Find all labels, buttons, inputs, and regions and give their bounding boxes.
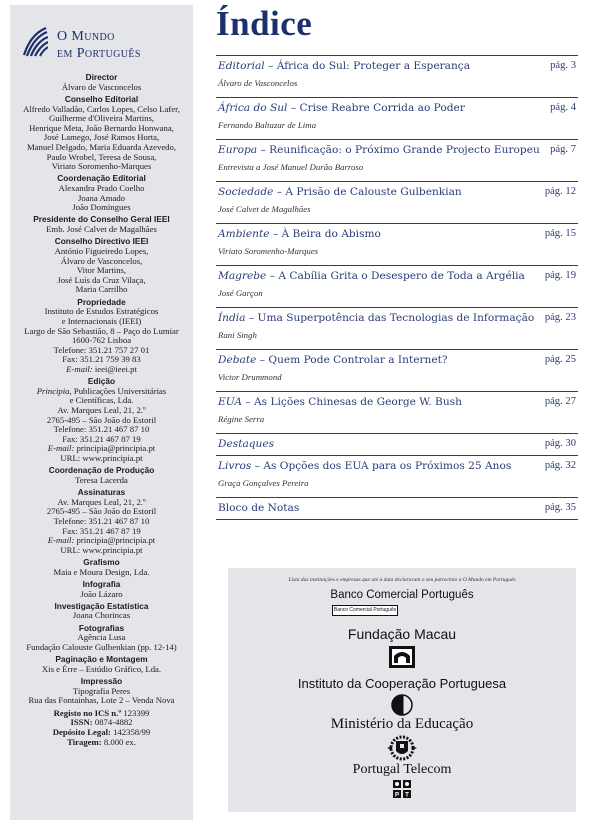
credits-heading: Coordenação Editorial xyxy=(57,173,146,184)
credits-line: José Luís da Cruz Vilaça, xyxy=(57,274,146,285)
toc-author: Viriato Soromenho-Marques xyxy=(218,246,319,256)
toc-title: – As Opções dos EUA para os Próximos 25 Anos xyxy=(251,460,512,472)
credits-line: Teresa Lacerda xyxy=(75,474,128,485)
toc-title: – Quem Pode Controlar a Internet? xyxy=(256,354,448,366)
sponsor-bcp: Banco Comercial Português xyxy=(330,589,474,601)
sponsors-box xyxy=(228,568,576,812)
credits-line: Vitor Martins, xyxy=(76,265,127,276)
credits-line: Telefone: 351.21 467 87 10 xyxy=(53,515,150,526)
url-link[interactable]: URL: www.principia.pt xyxy=(60,544,143,555)
toc-section: Índia xyxy=(218,312,246,324)
credits-line: Henrique Meta, João Bernardo Honwana, xyxy=(29,122,174,133)
credits-grafismo xyxy=(10,557,193,577)
toc-entry-title xyxy=(218,60,470,72)
sponsors-intro: Lista das instituições e empresas que até à data declararam o seu patrocínio a O Mundo em Português xyxy=(288,577,516,583)
registo-value: 123399 xyxy=(123,707,150,718)
toc-title: – África do Sul: Proteger a Esperança xyxy=(264,60,471,72)
fundacao-macau-logo-icon xyxy=(389,646,415,668)
email-link[interactable]: ieei@ieei.pt xyxy=(94,363,137,374)
credits-fotografias xyxy=(10,623,193,653)
toc-section: Debate xyxy=(218,354,257,366)
page-title: Índice xyxy=(216,4,313,43)
credits-line: Álvaro de Vasconcelos, xyxy=(60,255,143,266)
magazine-title-line2: em Português xyxy=(57,46,141,61)
issn-label: ISSN: xyxy=(70,717,93,728)
toc-entry[interactable] xyxy=(216,223,578,265)
credits-conselho-directivo xyxy=(10,236,193,295)
toc-author: José Garçon xyxy=(218,288,263,298)
toc-entry[interactable] xyxy=(216,265,578,307)
portugal-coat-of-arms-icon xyxy=(384,734,420,762)
masthead-credits xyxy=(10,72,193,747)
credits-heading: Impressão xyxy=(80,675,123,686)
toc-entry-title xyxy=(218,460,511,472)
credits-line: José Lamego, José Ramos Horta, xyxy=(43,132,160,143)
credits-line: Manuel Delgado, Maria Eduarda Azevedo, xyxy=(26,142,177,153)
toc-author: Álvaro de Vasconcelos xyxy=(218,78,298,88)
toc-title: – Uma Superpotência das Tecnologias de Informação xyxy=(245,312,535,324)
toc-title: – Reunificação: o Próximo Grande Projecto Europeu xyxy=(257,144,540,156)
toc-entry[interactable] xyxy=(216,433,578,455)
tiragem-label: Tiragem: xyxy=(67,736,102,747)
toc-section: Sociedade xyxy=(218,186,274,198)
credits-conselho-editorial xyxy=(10,94,193,172)
email-link[interactable]: principia@principia.pt xyxy=(76,535,156,546)
toc-entry-title xyxy=(218,186,462,198)
toc-page: pág. 23 xyxy=(544,312,576,323)
toc-author: Victor Drummond xyxy=(218,372,282,382)
toc-author: Régine Serra xyxy=(218,414,265,424)
credits-line: Joana Chorincas xyxy=(72,610,131,621)
credits-line: Tipografia Peres xyxy=(72,685,131,696)
toc-title: – Crise Reabre Corrida ao Poder xyxy=(287,102,465,114)
toc-title: – As Lições Chinesas de George W. Bush xyxy=(242,396,462,408)
credits-line: e Científicas, Lda. xyxy=(69,395,134,406)
toc-entry-title xyxy=(218,102,465,114)
icp-logo-icon xyxy=(389,693,415,717)
credits-heading: Grafismo xyxy=(83,556,120,567)
toc-entry[interactable] xyxy=(216,307,578,349)
email-label: E-mail: xyxy=(47,443,75,454)
toc-author: Entrevista a José Manuel Durão Barroso xyxy=(218,162,364,172)
deposito-value: 142358/99 xyxy=(113,727,151,738)
credits-line: Maia e Moura Design, Lda. xyxy=(53,566,150,577)
toc-section: África do Sul xyxy=(218,102,288,114)
credits-presidente xyxy=(10,214,193,234)
credits-line: Fundação Calouste Gulbenkian (pp. 12-14) xyxy=(26,641,177,652)
credits-line: Joana Amado xyxy=(77,192,126,203)
toc-section: EUA xyxy=(218,396,242,408)
credits-heading: Director xyxy=(85,72,118,82)
toc-author: Fernando Baltazar de Lima xyxy=(218,120,316,130)
credits-line: e Internacionais (IEEI) xyxy=(61,315,142,326)
toc-page: pág. 15 xyxy=(544,228,576,239)
credits-heading: Edição xyxy=(87,376,116,387)
toc-page: pág. 27 xyxy=(544,396,576,407)
credits-director xyxy=(10,72,193,92)
toc-author: Graça Gonçalves Pereira xyxy=(218,478,309,488)
magazine-title-line1: O Mundo xyxy=(57,29,115,44)
credits-line: Fax: 351.21 759 39 83 xyxy=(62,354,141,365)
credits-line-text: Publicações Universitárias xyxy=(73,385,167,396)
credits-heading: Infografia xyxy=(82,578,121,589)
toc-entry-title xyxy=(218,312,534,324)
toc-entry[interactable] xyxy=(216,497,578,519)
toc-section: Ambiente xyxy=(218,228,270,240)
credits-line: João Domingues xyxy=(72,202,131,213)
toc-entry-title xyxy=(218,438,274,450)
sponsor-fundacao-macau: Fundação Macau xyxy=(347,626,457,642)
masthead-column xyxy=(10,5,193,820)
toc-page: pág. 4 xyxy=(550,102,576,113)
credits-line: Rua das Fontainhas, Lote 2 – Venda Nova xyxy=(28,695,175,706)
credits-paginacao xyxy=(10,654,193,674)
credits-line: Agência Lusa xyxy=(77,632,126,643)
publisher-name: Principia, xyxy=(36,385,72,396)
toc-title: Bloco de Notas xyxy=(218,502,300,514)
sponsor-ministerio-educacao: Ministério da Educação xyxy=(330,716,474,732)
credits-coordenacao-producao xyxy=(10,465,193,485)
toc-entry[interactable] xyxy=(216,349,578,391)
credits-line: Maria Carrilho xyxy=(75,284,128,295)
toc-entry-title xyxy=(218,270,525,282)
toc-entry-title xyxy=(218,502,299,514)
toc-entry-title xyxy=(218,144,540,156)
bcp-logo-badge: Banco Comercial Português xyxy=(332,605,398,616)
credits-line: Alfredo Valladão, Carlos Lopes, Celso Lafer, xyxy=(23,103,180,114)
credits-heading: Fotografias xyxy=(78,622,125,633)
toc-author: Rani Singh xyxy=(218,330,257,340)
registo-label: Registo no ICS n.º xyxy=(53,707,122,718)
credits-line: 1600-762 Lisboa xyxy=(71,335,132,346)
credits-line: António Figueiredo Lopes, xyxy=(54,246,149,257)
toc-entry[interactable] xyxy=(216,55,578,97)
credits-assinaturas xyxy=(10,487,193,555)
credits-line: Av. Marques Leal, 21, 2.º xyxy=(57,405,146,416)
issn-value: 0874-4882 xyxy=(94,717,133,728)
sponsor-icp: Instituto da Cooperação Portuguesa xyxy=(297,676,507,691)
credits-line: Telefone: 351.21 757 27 01 xyxy=(53,344,150,355)
toc-page: pág. 30 xyxy=(544,438,576,449)
toc-entry[interactable] xyxy=(216,139,578,181)
deposito-label: Depósito Legal: xyxy=(52,727,111,738)
credits-heading: Assinaturas xyxy=(77,486,126,497)
credits-line: Paulo Wrobel, Teresa de Sousa, xyxy=(46,151,157,162)
toc-entry-title xyxy=(218,396,462,408)
credits-line: Alexandra Prado Coelho xyxy=(58,183,145,194)
credits-email-line xyxy=(10,365,193,375)
toc-page: pág. 3 xyxy=(550,60,576,71)
toc-entry-title xyxy=(218,354,448,366)
credits-line: Emb. José Calvet de Magalhães xyxy=(46,224,157,235)
pt-logo-letter-p: P xyxy=(394,791,400,798)
credits-line: 2765-495 – São João do Estoril xyxy=(46,506,157,517)
credits-heading: Presidente do Conselho Geral IEEI xyxy=(33,214,170,225)
credits-impressao xyxy=(10,676,193,706)
credits-line: Fax: 351.21 467 87 19 xyxy=(62,433,141,444)
credits-line: Viriato Soromenho-Marques xyxy=(51,161,152,172)
magazine-logo-icon xyxy=(22,27,48,57)
credits-heading: Coordenação de Produção xyxy=(48,465,155,476)
registration-info xyxy=(10,709,193,747)
credits-coordenacao-editorial xyxy=(10,173,193,213)
email-label: E-mail: xyxy=(66,363,93,374)
credits-infografia xyxy=(10,579,193,599)
credits-line: 2765-495 – São João do Estoril xyxy=(46,414,157,425)
toc-author: José Calvet de Magalhães xyxy=(218,204,311,214)
toc-title: – A Prisão de Calouste Gulbenkian xyxy=(273,186,462,198)
credits-propriedade xyxy=(10,297,193,375)
credits-line: Telefone: 351.21 467 87 10 xyxy=(53,424,150,435)
toc-page: pág. 19 xyxy=(544,270,576,281)
credits-heading: Conselho Editorial xyxy=(64,93,139,104)
toc-page: pág. 12 xyxy=(544,186,576,197)
tiragem-line xyxy=(10,738,193,748)
toc-end-rule xyxy=(216,519,578,520)
credits-line: João Lázaro xyxy=(80,588,123,599)
credits-investigacao xyxy=(10,601,193,621)
toc-section: Europa xyxy=(218,144,258,156)
credits-heading: Paginação e Montagem xyxy=(55,653,148,664)
credits-heading: Conselho Directivo IEEI xyxy=(54,236,149,247)
pt-logo-letter-t: T xyxy=(405,791,409,798)
credits-line: Fax: 351.21 467 87 19 xyxy=(62,525,141,536)
email-link[interactable]: principia@principia.pt xyxy=(76,443,156,454)
toc-title: – À Beira do Abismo xyxy=(269,228,381,240)
toc-entry[interactable] xyxy=(216,97,578,139)
credits-line: Av. Marques Leal, 21, 2.º xyxy=(57,496,146,507)
credits-line: Guilherme d'Oliveira Martins, xyxy=(48,113,155,124)
url-link[interactable]: URL: www.principia.pt xyxy=(60,452,143,463)
credits-heading: Investigação Estatística xyxy=(54,600,149,611)
portugal-telecom-logo-icon xyxy=(393,780,411,798)
credits-heading: Propriedade xyxy=(77,296,126,307)
tiragem-value: 8.000 ex. xyxy=(103,736,136,747)
credits-edicao xyxy=(10,376,193,464)
toc-page: pág. 35 xyxy=(544,502,576,513)
toc-section: Editorial xyxy=(218,60,265,72)
email-label: E-mail: xyxy=(47,535,75,546)
toc-entry-title xyxy=(218,228,381,240)
sponsor-portugal-telecom: Portugal Telecom xyxy=(352,762,452,777)
toc-page: pág. 7 xyxy=(550,144,576,155)
toc-page: pág. 32 xyxy=(544,460,576,471)
credits-line: Largo de São Sebastião, 8 – Paço do Lumiar xyxy=(24,325,179,336)
credits-line: Xis e Érre – Estúdio Gráfico, Lda. xyxy=(41,663,162,674)
toc-entry[interactable] xyxy=(216,391,578,433)
credits-line: Álvaro de Vasconcelos xyxy=(61,81,142,92)
toc-page: pág. 25 xyxy=(544,354,576,365)
table-of-contents xyxy=(216,55,578,520)
toc-section: Destaques xyxy=(218,438,275,450)
toc-entry[interactable] xyxy=(216,181,578,223)
toc-section: Magrebe xyxy=(218,270,267,282)
toc-section: Livros xyxy=(218,460,252,472)
toc-entry[interactable] xyxy=(216,455,578,497)
toc-title: – A Cabília Grita o Desespero de Toda a Argélia xyxy=(266,270,525,282)
credits-line: Instituto de Estudos Estratégicos xyxy=(44,306,159,317)
